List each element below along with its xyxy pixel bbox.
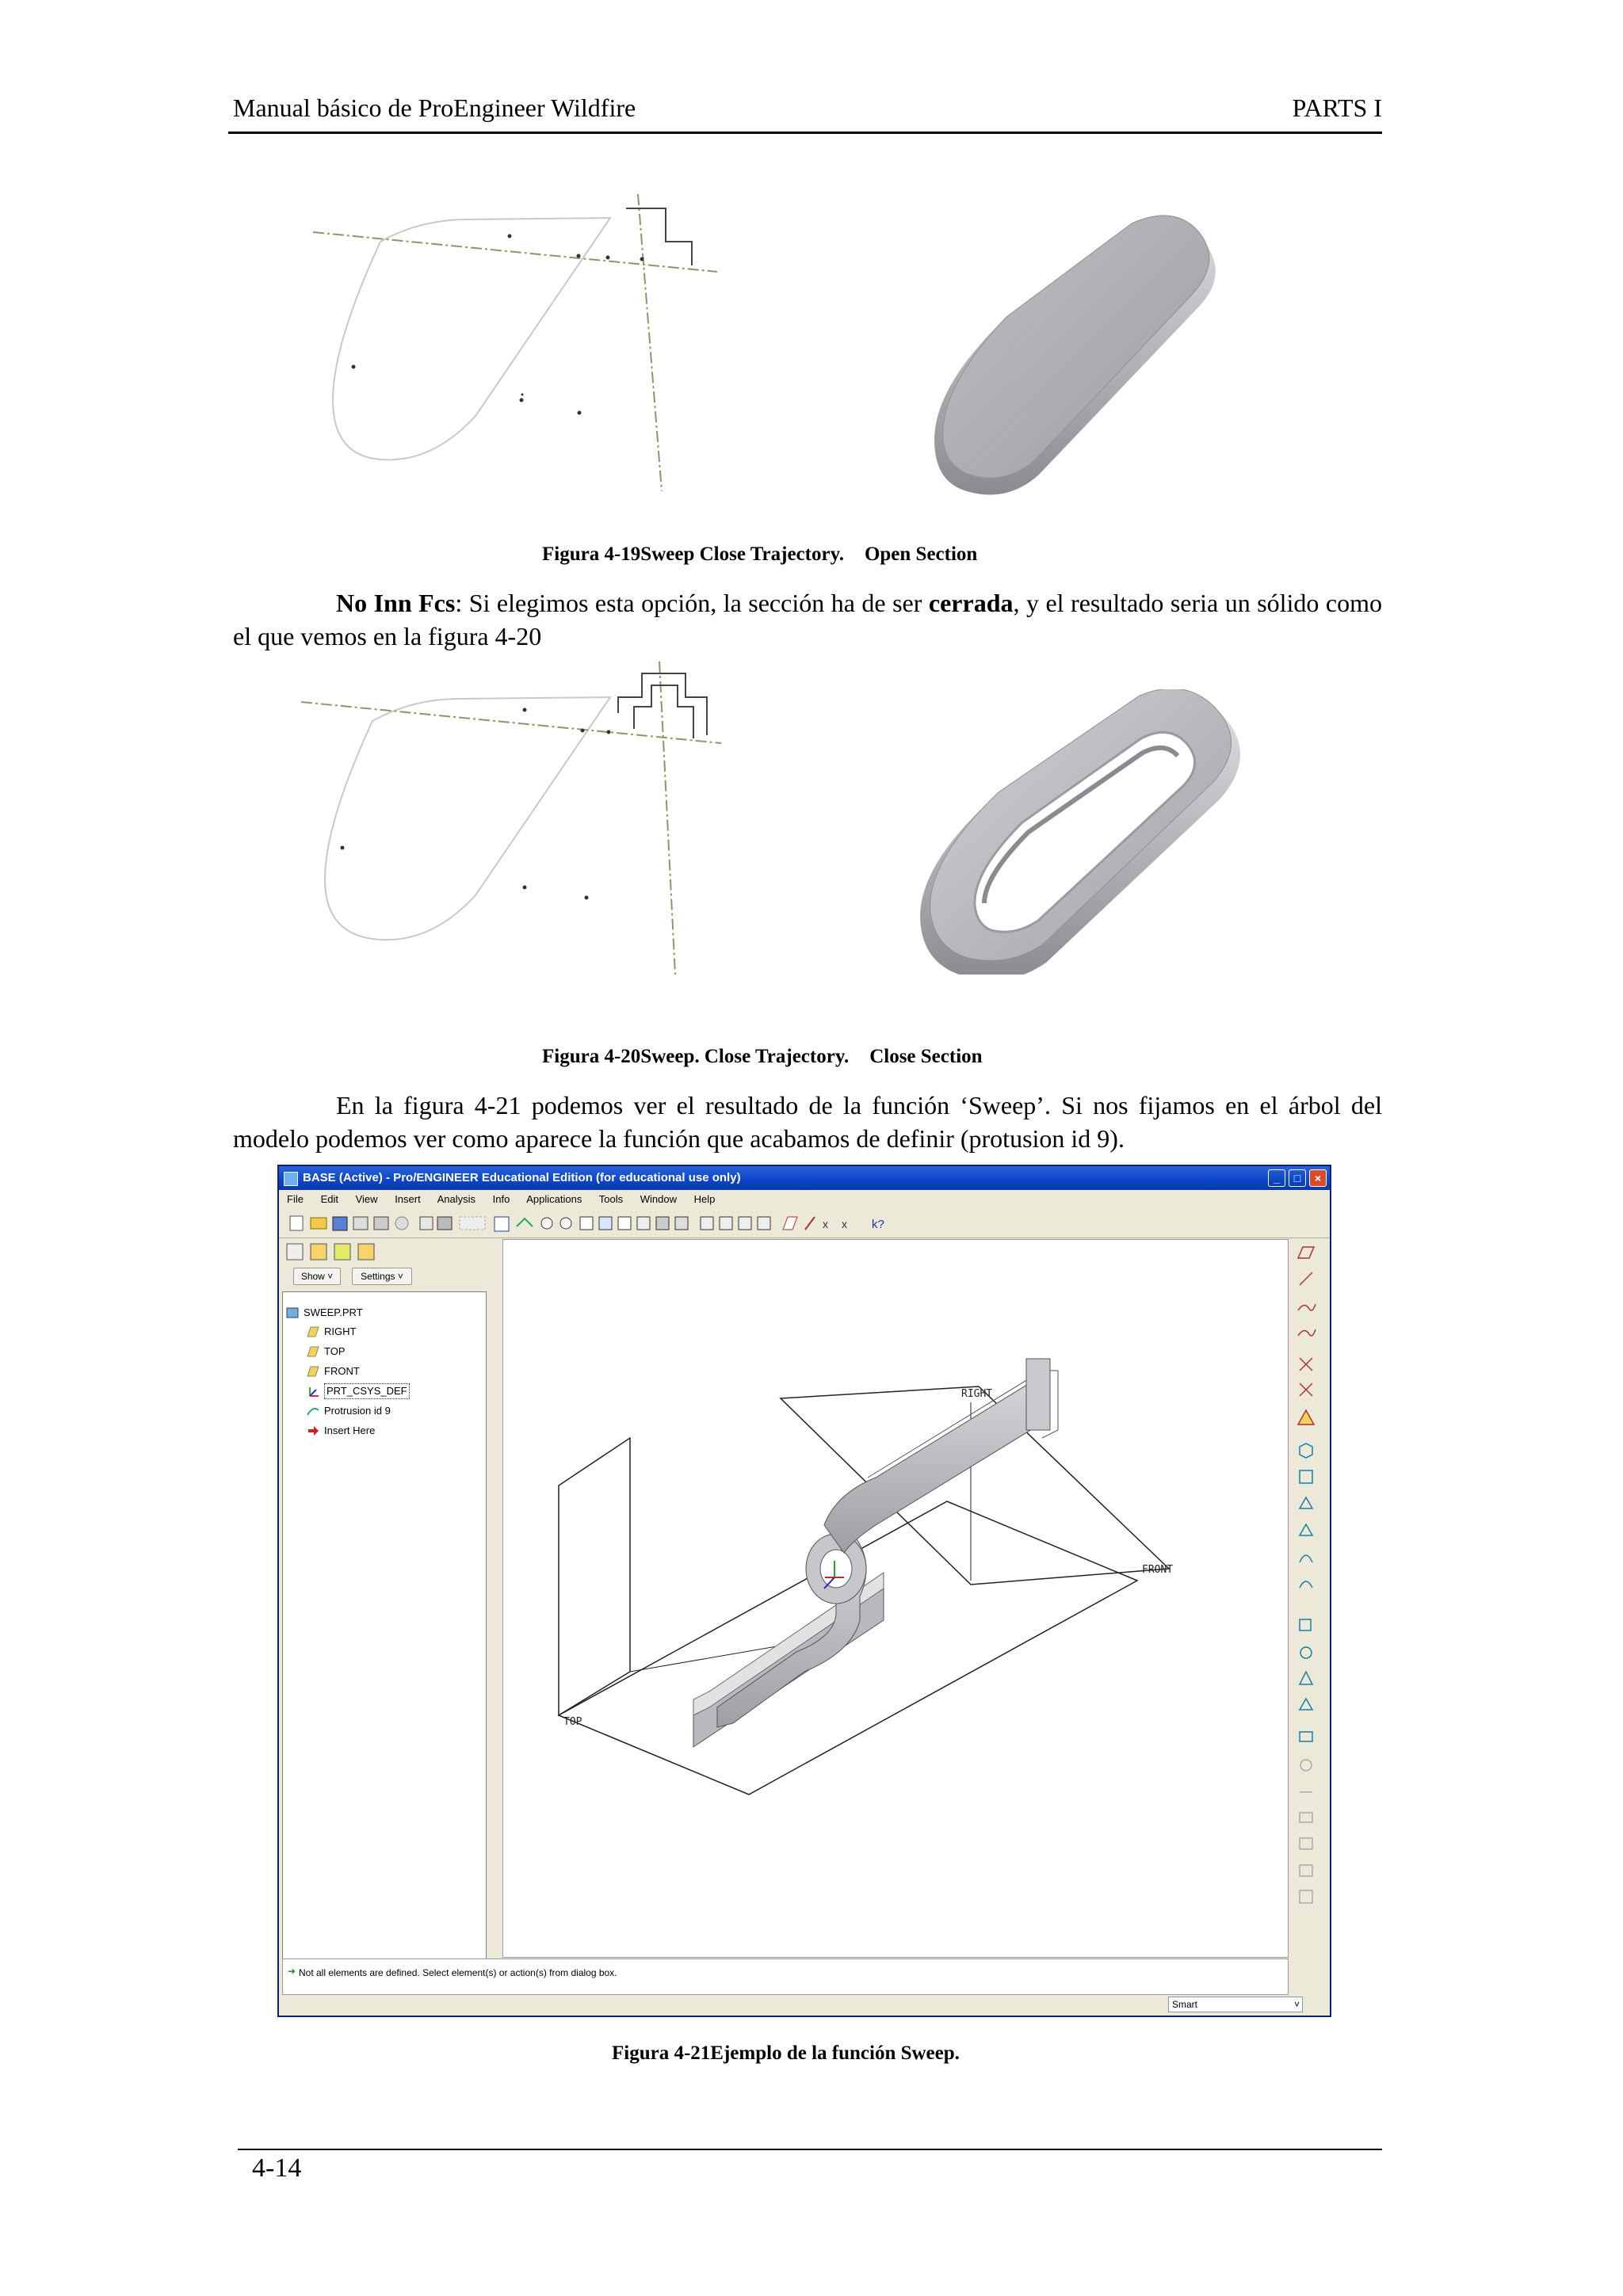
figure-4-21-caption: [612, 2042, 960, 2065]
close-icon[interactable]: ×: [1309, 1169, 1327, 1187]
figure-4-19-subtitle: Open Section: [864, 543, 978, 565]
datum-label-right: RIGHT: [961, 1388, 993, 1400]
window-title: BASE (Active) - Pro/ENGINEER Educational Edition (for educational use only): [303, 1171, 741, 1184]
maximize-icon[interactable]: □: [1289, 1169, 1306, 1187]
settings-label: Settings: [361, 1271, 395, 1282]
menu-tools[interactable]: Tools: [598, 1193, 624, 1205]
figure-4-20-solid: [911, 689, 1284, 974]
figure-4-19-caption: [542, 543, 977, 566]
paragraph-1-text-b: , y el resultado seria un sólido como el que vemos en la figura 4-20: [233, 589, 1383, 650]
settings-dropdown[interactable]: Settings ˅: [352, 1268, 412, 1285]
menu-analysis[interactable]: Analysis: [437, 1193, 476, 1205]
main-toolbar: [279, 1209, 1330, 1238]
page-number: 4-14: [252, 2153, 302, 2183]
figure-4-19-title: Sweep Close Trajectory.: [640, 543, 844, 565]
tree-item-sweep-prt[interactable]: SWEEP.PRT: [304, 1305, 363, 1321]
svg-text:k?: k?: [872, 1218, 884, 1231]
svg-text:x: x: [842, 1218, 847, 1230]
part-icon: [286, 1307, 299, 1318]
feature-toolbar-icons: [1292, 1239, 1328, 1956]
figure-4-20-sketch: [293, 658, 737, 982]
paragraph-2-text: En la figura 4-21 podemos ver el resultado de la función ‘Sweep’. Si nos fijamos en el árbol del modelo podemos ver como aparece la función que acabamos de definir (protusion id 9).: [233, 1091, 1382, 1153]
figure-4-21-number: Figura 4-21: [612, 2042, 711, 2064]
show-dropdown[interactable]: Show ˅: [293, 1268, 341, 1285]
figure-4-20-number: Figura 4-20: [542, 1046, 641, 1067]
message-text: Not all elements are defined. Select element(s) or action(s) from dialog box.: [299, 1967, 617, 1978]
message-area: [282, 1958, 1289, 1995]
datum-label-top: TOP: [563, 1716, 582, 1728]
graphics-window[interactable]: [502, 1239, 1289, 1958]
menu-insert[interactable]: Insert: [395, 1193, 421, 1205]
feature-toolbar: [1292, 1239, 1328, 1956]
tree-item-prt-csys-def[interactable]: PRT_CSYS_DEF: [324, 1383, 410, 1399]
proengineer-window-screenshot: [277, 1165, 1331, 2017]
paragraph-1-text-a: : Si elegimos esta opción, la sección ha de ser: [455, 589, 929, 617]
sweep-model-view: [503, 1240, 1288, 1957]
model-tree-panel: [282, 1239, 496, 1976]
figure-4-19-sketch: [301, 186, 729, 495]
navigator-tab-icons: [284, 1241, 403, 1264]
tree-item-front[interactable]: FRONT: [324, 1363, 360, 1379]
tree-item-protrusion[interactable]: Protrusion id 9: [324, 1403, 391, 1419]
coordinate-system-icon: [307, 1386, 320, 1398]
menu-info[interactable]: Info: [492, 1193, 510, 1205]
term-no-inn-fcs: No Inn Fcs: [336, 589, 456, 617]
tree-item-insert-here[interactable]: Insert Here: [324, 1423, 375, 1439]
toolbar-icons: [279, 1209, 1325, 1238]
datum-label-front: FRONT: [1142, 1564, 1174, 1576]
sweep-feature-icon: [307, 1405, 319, 1417]
running-header-title: Manual básico de ProEngineer Wildfire: [233, 93, 636, 122]
selection-filter-select[interactable]: [1168, 1997, 1303, 2012]
paragraph-no-inn-fcs: [233, 586, 1382, 653]
app-icon: [284, 1172, 298, 1186]
datum-plane-icon: [307, 1346, 319, 1357]
minimize-icon[interactable]: _: [1268, 1169, 1285, 1187]
tree-item-right[interactable]: RIGHT: [324, 1324, 356, 1340]
model-tree: [282, 1291, 487, 1978]
selection-filter-value: Smart: [1172, 1999, 1198, 2010]
header-rule: [228, 132, 1382, 134]
datum-plane-icon: [307, 1366, 319, 1377]
status-bar: [282, 1995, 1327, 2014]
figure-4-20-caption: [542, 1046, 983, 1068]
message-arrow-icon: ➜: [288, 1966, 296, 1977]
menu-applications[interactable]: Applications: [526, 1193, 582, 1205]
figure-4-20-subtitle: Close Section: [869, 1046, 983, 1067]
show-label: Show: [300, 1271, 325, 1282]
menu-bar: [279, 1190, 1330, 1209]
figure-4-21-title: Ejemplo de la función Sweep.: [710, 2042, 960, 2064]
paragraph-figure-4-21-intro: [233, 1089, 1382, 1155]
insert-arrow-icon: [307, 1425, 319, 1436]
svg-text:x: x: [823, 1218, 828, 1230]
figure-4-20-title: Sweep. Close Trajectory.: [640, 1046, 850, 1067]
window-titlebar: [279, 1166, 1330, 1190]
figure-4-19-number: Figura 4-19: [542, 543, 641, 565]
menu-window[interactable]: Window: [640, 1193, 677, 1205]
term-cerrada: cerrada: [928, 589, 1014, 617]
running-header-section: PARTS I: [1292, 93, 1382, 122]
datum-plane-icon: [307, 1326, 319, 1337]
footer-rule: [238, 2149, 1382, 2150]
chevron-down-icon: ˅: [1293, 1999, 1300, 2010]
tree-item-top[interactable]: TOP: [324, 1344, 346, 1360]
menu-help[interactable]: Help: [693, 1193, 716, 1205]
figure-4-19-solid: [919, 214, 1252, 499]
menu-file[interactable]: File: [287, 1193, 304, 1205]
menu-edit[interactable]: Edit: [320, 1193, 338, 1205]
menu-view[interactable]: View: [355, 1193, 378, 1205]
